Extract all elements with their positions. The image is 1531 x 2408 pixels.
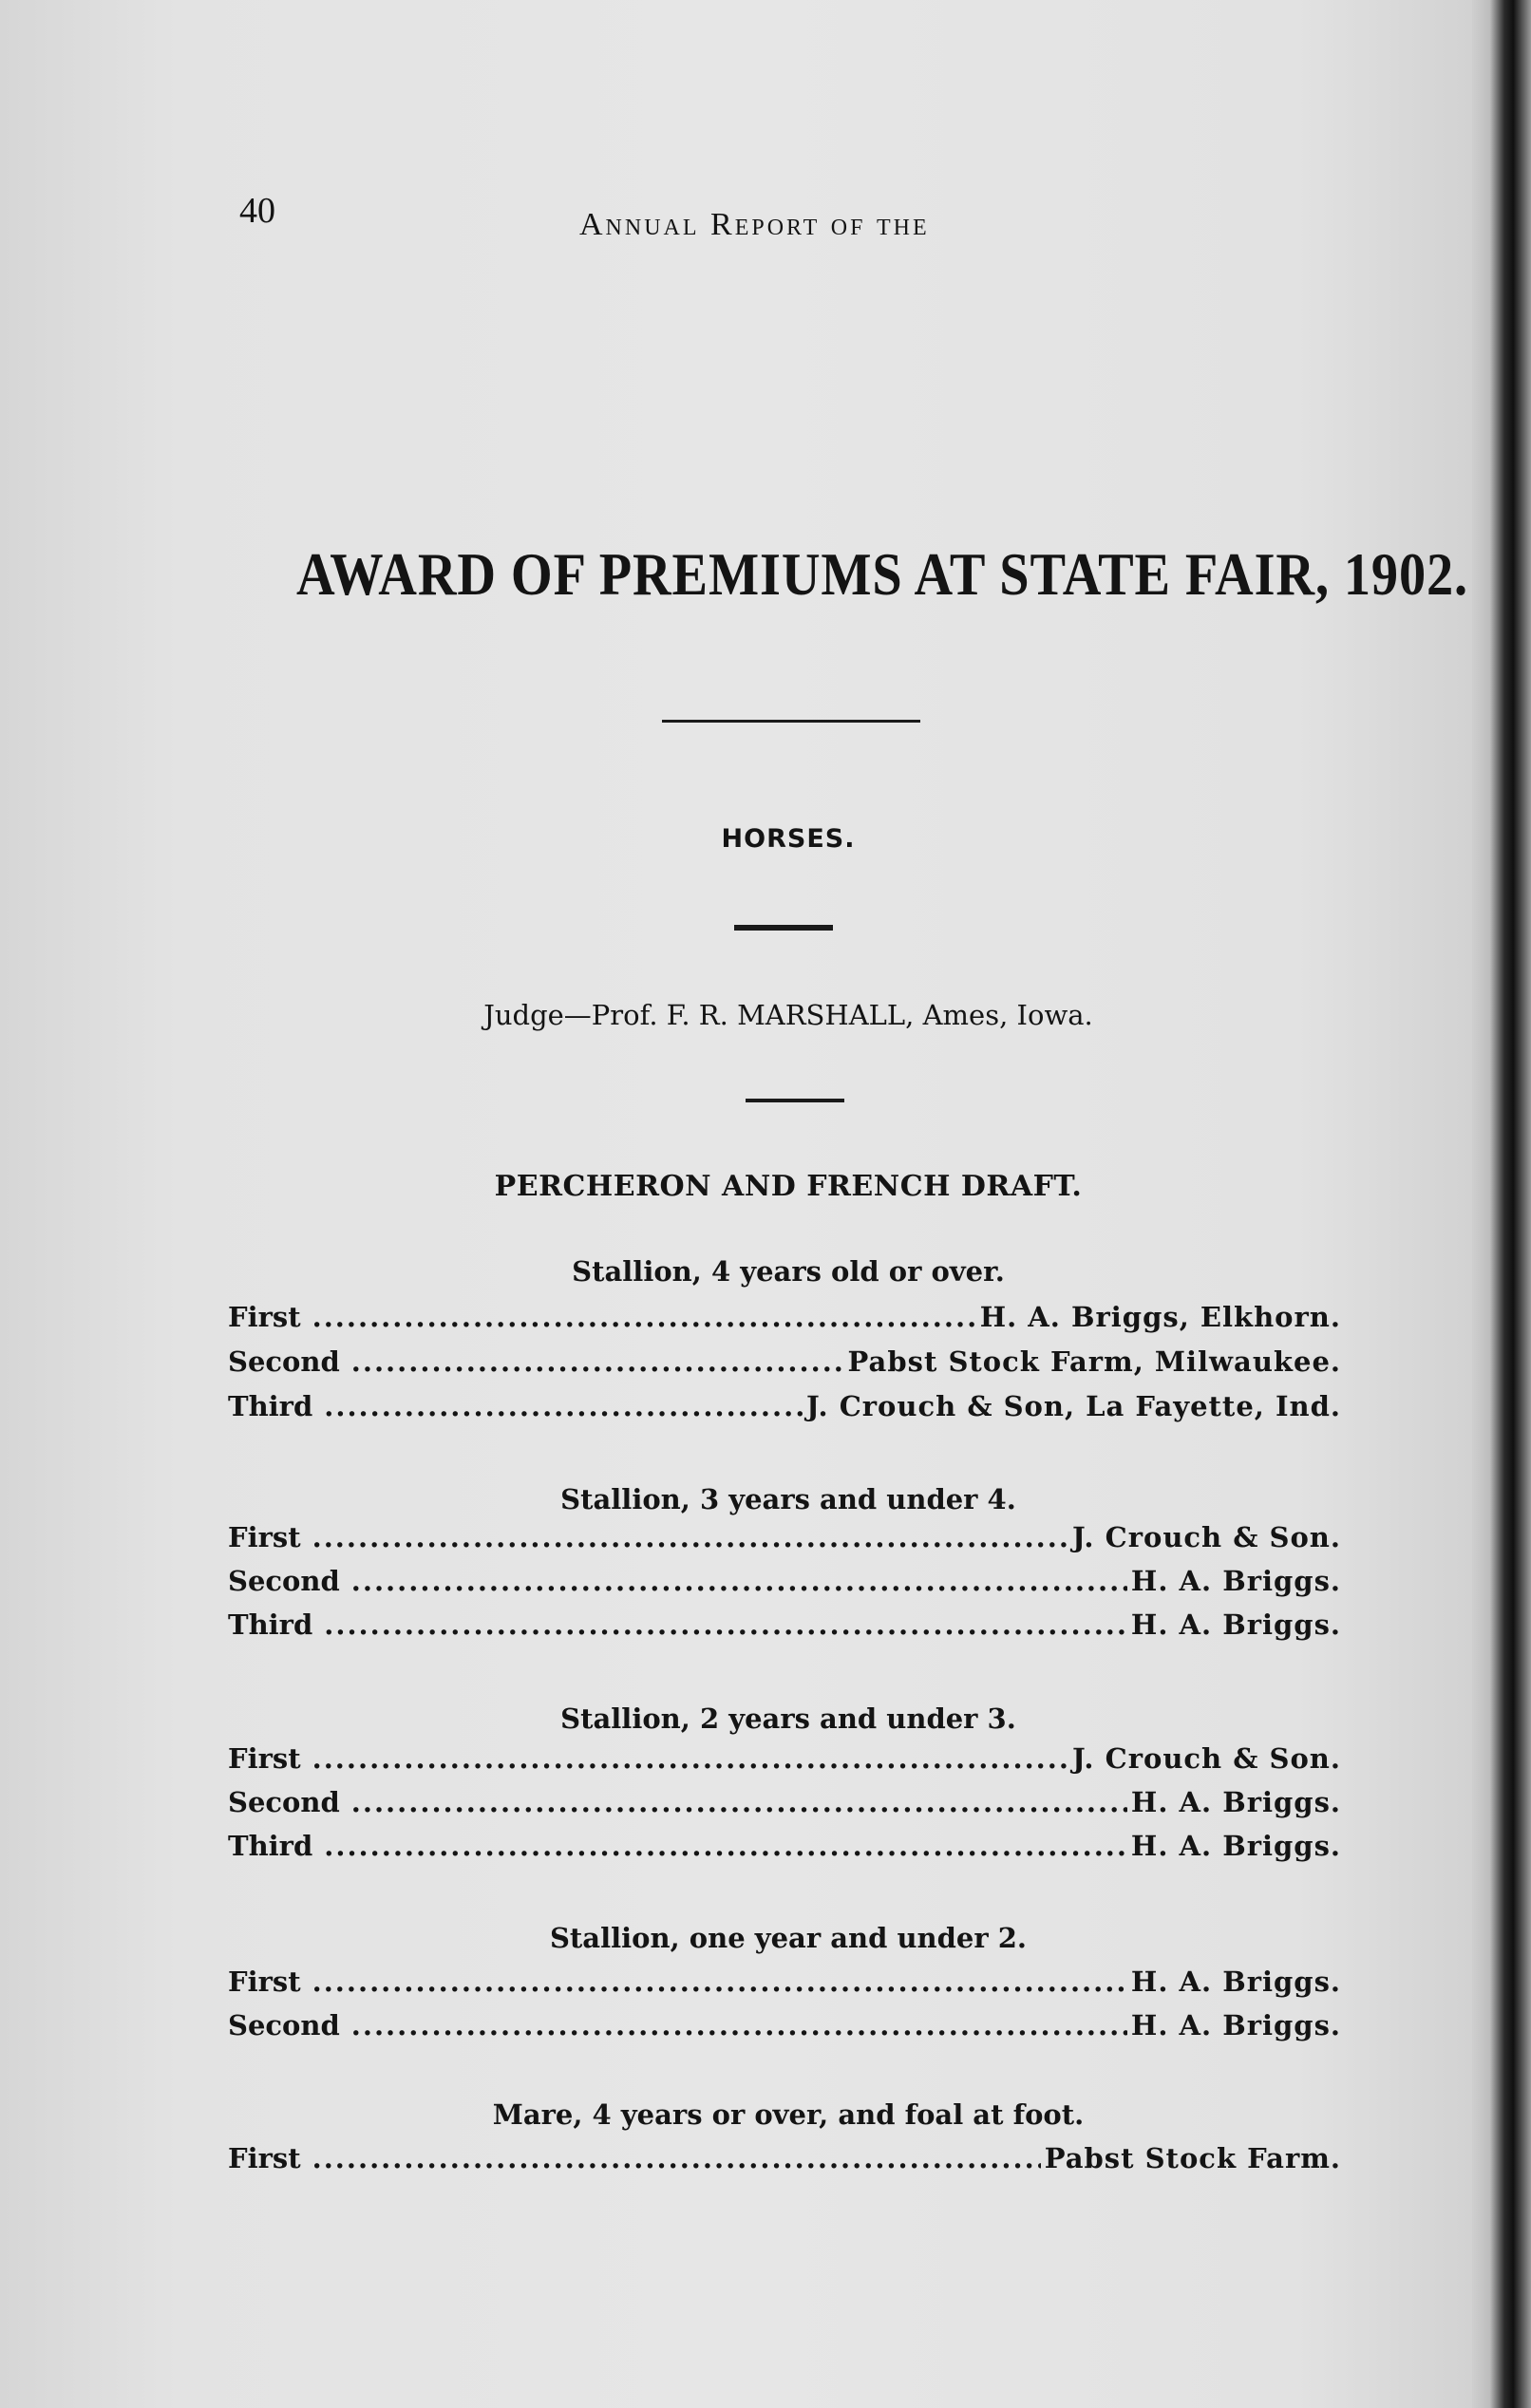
award-place: First — [228, 1966, 301, 1998]
dot-leader — [324, 1390, 803, 1422]
award-place: First — [228, 1301, 301, 1333]
dot-leader — [312, 1742, 1068, 1775]
award-place: First — [228, 1742, 301, 1775]
class-heading: Stallion, 2 years and under 3. — [560, 1703, 1016, 1735]
award-row — [228, 1608, 1341, 1646]
dot-leader — [312, 1521, 1068, 1553]
award-winner: H. A. Briggs. — [1130, 1608, 1341, 1641]
award-row — [228, 1786, 1341, 1824]
judge-line: Judge—Prof. F. R. MARSHALL, Ames, Iowa. — [483, 999, 1093, 1031]
dot-leader — [324, 1830, 1127, 1862]
award-winner: H. A. Briggs. — [1130, 1565, 1341, 1597]
award-place: First — [228, 1521, 301, 1553]
award-winner: H. A. Briggs. — [1130, 2009, 1341, 2041]
award-winner: Pabst Stock Farm. — [1044, 2142, 1341, 2174]
dot-leader — [351, 1345, 844, 1378]
award-winner: J. Crouch & Son, La Fayette, Ind. — [806, 1390, 1341, 1422]
class-heading: Stallion, one year and under 2. — [549, 1922, 1028, 1954]
award-row — [228, 1345, 1341, 1383]
award-row — [228, 1301, 1341, 1339]
class-heading: Stallion, 4 years old or over. — [572, 1255, 1005, 1288]
award-winner: J. Crouch & Son. — [1071, 1742, 1341, 1775]
dot-leader — [351, 2009, 1127, 2041]
award-place: Second — [228, 1345, 340, 1378]
divider-rule — [746, 1099, 844, 1102]
running-head: Annual Report of the — [579, 207, 930, 242]
award-row — [228, 2009, 1341, 2047]
award-row — [228, 1390, 1341, 1428]
award-winner: H. A. Briggs, Elkhorn. — [979, 1301, 1341, 1333]
award-place: Second — [228, 2009, 340, 2041]
page-number: 40 — [239, 191, 275, 231]
award-row — [228, 1742, 1341, 1780]
section-heading: HORSES. — [721, 824, 856, 854]
dot-leader — [351, 1786, 1127, 1818]
award-winner: J. Crouch & Son. — [1071, 1521, 1341, 1553]
book-binding-edge — [1472, 0, 1531, 2408]
class-heading: Stallion, 3 years and under 4. — [560, 1483, 1016, 1515]
award-place: Third — [228, 1608, 313, 1641]
breed-heading: PERCHERON AND FRENCH DRAFT. — [494, 1170, 1083, 1203]
award-place: Second — [228, 1786, 340, 1818]
award-row — [228, 1565, 1341, 1603]
award-winner: Pabst Stock Farm, Milwaukee. — [847, 1345, 1341, 1378]
divider-rule — [662, 720, 920, 723]
divider-rule — [734, 925, 833, 931]
award-place: Second — [228, 1565, 340, 1597]
page-title: AWARD OF PREMIUMS AT STATE FAIR, 1902. — [296, 540, 1468, 608]
dot-leader — [312, 2142, 1041, 2174]
dot-leader — [312, 1966, 1127, 1998]
award-place: Third — [228, 1390, 313, 1422]
award-winner: H. A. Briggs. — [1130, 1966, 1341, 1998]
award-row — [228, 1521, 1341, 1559]
award-winner: H. A. Briggs. — [1130, 1786, 1341, 1818]
award-row — [228, 2142, 1341, 2180]
dot-leader — [351, 1565, 1127, 1597]
dot-leader — [312, 1301, 976, 1333]
award-row — [228, 1966, 1341, 2004]
award-place: Third — [228, 1830, 313, 1862]
dot-leader — [324, 1608, 1127, 1641]
class-heading: Mare, 4 years or over, and foal at foot. — [492, 2098, 1085, 2131]
award-row — [228, 1830, 1341, 1868]
award-place: First — [228, 2142, 301, 2174]
award-winner: H. A. Briggs. — [1130, 1830, 1341, 1862]
